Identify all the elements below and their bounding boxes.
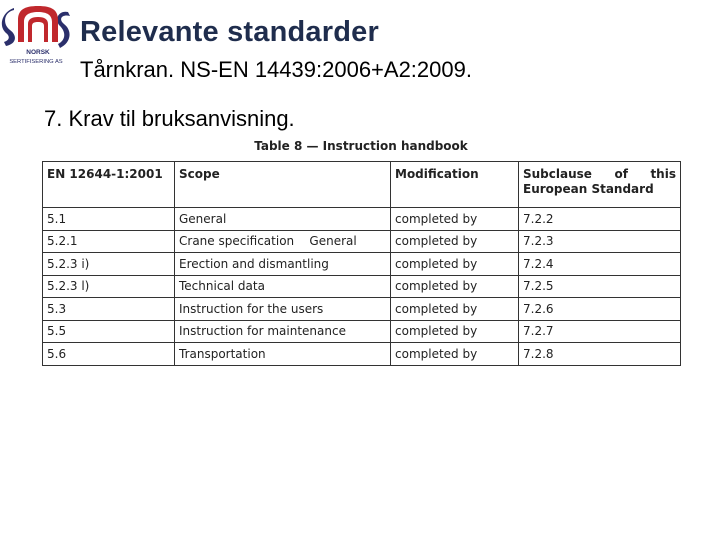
- cell-modification: completed by: [391, 208, 519, 231]
- table-row: [43, 253, 681, 276]
- cell-modification: completed by: [391, 230, 519, 253]
- column-header-subclause-line2: European Standard: [523, 182, 654, 196]
- cell-subclause: 7.2.8: [519, 343, 681, 366]
- logo-text-line1: NORSK: [26, 49, 50, 56]
- cell-subclause: 7.2.3: [519, 230, 681, 253]
- cell-scope: Technical data: [175, 275, 391, 298]
- cell-standard: 5.2.3 i): [43, 253, 175, 276]
- table-row: [43, 275, 681, 298]
- table-row: [43, 343, 681, 366]
- column-header-modification: Modification: [391, 162, 519, 208]
- cell-standard: 5.2.1: [43, 230, 175, 253]
- logo-emblem-icon: [2, 6, 70, 48]
- cell-standard: 5.2.3 l): [43, 275, 175, 298]
- logo-text-line2: SERTIFISERING AS: [9, 59, 63, 65]
- table-caption-text: Table 8 — Instruction handbook: [254, 139, 468, 153]
- table-caption: [0, 139, 720, 153]
- column-header-subclause: [519, 162, 681, 208]
- cell-modification: completed by: [391, 253, 519, 276]
- column-header-subclause-word: Subclause: [523, 167, 592, 181]
- table-row: [43, 208, 681, 231]
- cell-subclause: 7.2.5: [519, 275, 681, 298]
- cell-scope: General: [175, 208, 391, 231]
- cell-modification: completed by: [391, 298, 519, 321]
- cell-subclause: 7.2.7: [519, 320, 681, 343]
- cell-subclause: 7.2.2: [519, 208, 681, 231]
- table-header-row: [43, 162, 681, 208]
- section-heading: 7. Krav til bruksanvisning.: [44, 106, 295, 131]
- instruction-handbook-table: [42, 161, 681, 366]
- column-header-subclause-word: this: [650, 167, 676, 181]
- cell-scope: Crane specification General: [175, 230, 391, 253]
- table-row: [43, 230, 681, 253]
- cell-scope: Instruction for maintenance: [175, 320, 391, 343]
- cell-subclause: 7.2.4: [519, 253, 681, 276]
- cell-standard: 5.5: [43, 320, 175, 343]
- cell-standard: 5.1: [43, 208, 175, 231]
- cell-scope: Erection and dismantling: [175, 253, 391, 276]
- cell-standard: 5.3: [43, 298, 175, 321]
- table-row: [43, 298, 681, 321]
- page-title: Relevante standarder: [80, 16, 379, 48]
- norsk-sertifisering-logo: [0, 2, 76, 70]
- page-subtitle: Tårnkran. NS-EN 14439:2006+A2:2009.: [80, 57, 472, 82]
- cell-subclause: 7.2.6: [519, 298, 681, 321]
- column-header-scope: Scope: [175, 162, 391, 208]
- table-row: [43, 320, 681, 343]
- cell-standard: 5.6: [43, 343, 175, 366]
- column-header-subclause-word: of: [614, 167, 628, 181]
- cell-modification: completed by: [391, 275, 519, 298]
- cell-scope: Instruction for the users: [175, 298, 391, 321]
- cell-modification: completed by: [391, 343, 519, 366]
- cell-scope: Transportation: [175, 343, 391, 366]
- column-header-standard: EN 12644-1:2001: [43, 162, 175, 208]
- cell-modification: completed by: [391, 320, 519, 343]
